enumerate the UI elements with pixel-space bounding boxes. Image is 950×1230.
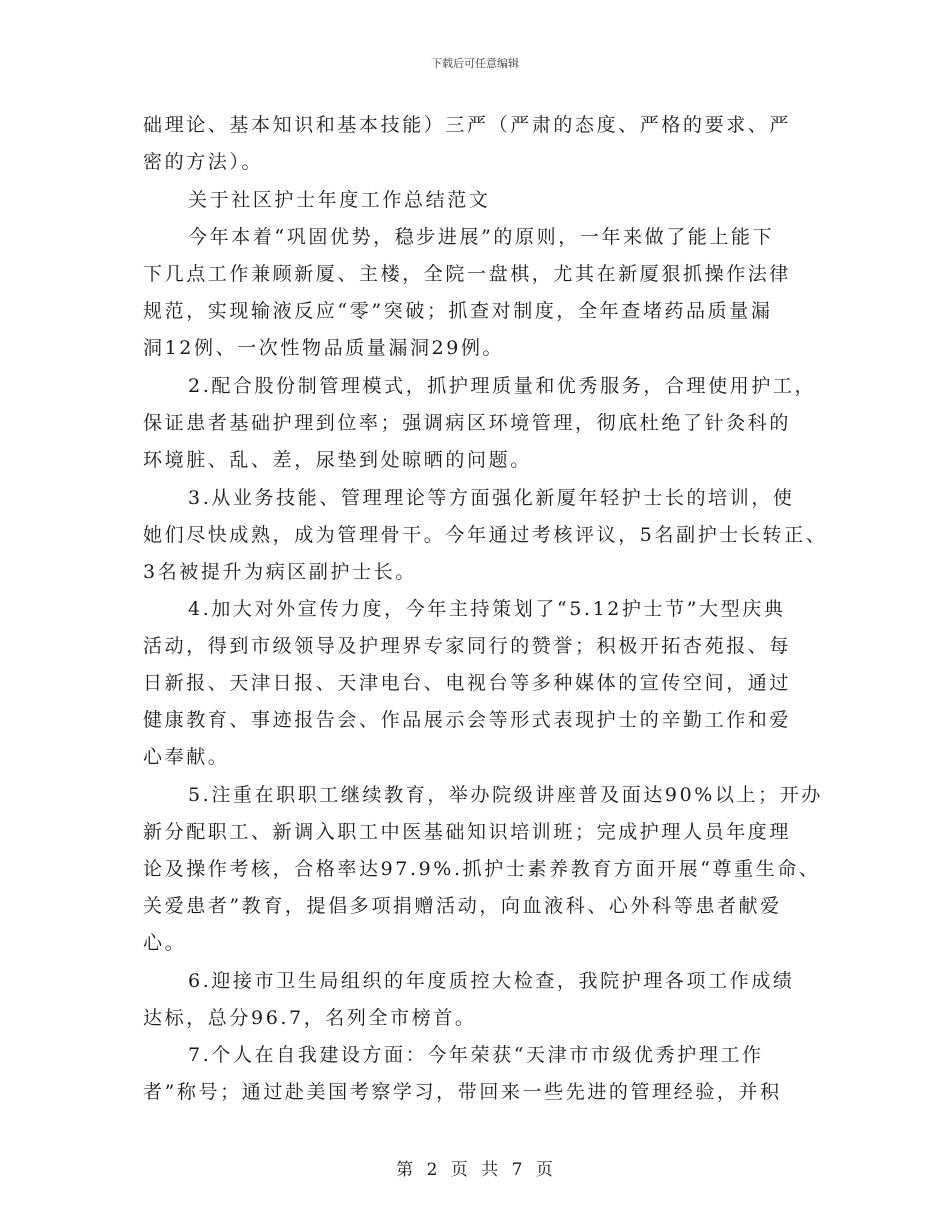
text-line: 规范，实现输液反应“零”突破；抓查对制度，全年查堵药品质量漏: [143, 300, 773, 322]
page-header: 下载后可任意编辑: [431, 57, 519, 70]
text-line: 6.迎接市卫生局组织的年度质控大检查，我院护理各项工作成绩: [188, 970, 795, 992]
text-line: 她们尽快成熟，成为管理骨干。今年通过考核评议，5名副护士长转正、: [143, 524, 828, 546]
text-line: 4.加大对外宣传力度，今年主持策划了“5.12护士节”大型庆典: [188, 598, 786, 620]
text-line: 活动，得到市级领导及护理界专家同行的赞誉；积极开拓杏苑报、每: [143, 635, 792, 657]
text-line: 洞12例、一次性物品质量漏洞29例。: [143, 337, 505, 359]
text-line: 3名被提升为病区副护士长。: [143, 561, 417, 583]
text-line: 础理论、基本知识和基本技能）三严（严肃的态度、严格的要求、严: [143, 114, 792, 136]
text-line: 密的方法）。: [143, 151, 264, 173]
text-line: 日新报、天津日报、天津电台、电视台等多种媒体的宣传空间，通过: [143, 672, 792, 694]
text-line: 达标，总分96.7，名列全市榜首。: [143, 1007, 477, 1029]
text-line: 5.注重在职职工继续教育，举办院级讲座普及面达90%以上；开办: [188, 784, 823, 806]
text-line: 关爱患者”教育，提倡多项捐赠活动，向血液科、心外科等患者献爱: [143, 895, 782, 917]
text-line: 下几点工作兼顾新厦、主楼，全院一盘棋，尤其在新厦狠抓操作法律: [143, 263, 792, 285]
text-line: 者”称号；通过赴美国考察学习，带回来一些先进的管理经验，并积: [143, 1081, 782, 1103]
text-line: 保证患者基础护理到位率；强调病区环境管理，彻底杜绝了针灸科的: [143, 412, 792, 434]
text-line: 环境脏、乱、差，尿垫到处晾晒的问题。: [143, 449, 532, 471]
text-line: 新分配职工、新调入职工中医基础知识培训班；完成护理人员年度理: [143, 821, 792, 843]
text-line: 心。: [143, 932, 187, 954]
text-line: 3.从业务技能、管理理论等方面强化新厦年轻护士长的培训，使: [188, 487, 795, 509]
text-line: 论及操作考核，合格率达97.9%.抓护士素养教育方面开展“尊重生命、: [143, 858, 821, 880]
text-line: 心奉献。: [143, 746, 230, 768]
section-heading: 关于社区护士年度工作总结范文: [188, 189, 491, 211]
text-line: 今年本着“巩固优势，稳步进展”的原则，一年来做了能上能下: [188, 226, 775, 248]
text-line: 健康教育、事迹报告会、作品展示会等形式表现护士的辛勤工作和爱: [143, 709, 792, 731]
text-line: 7.个人在自我建设方面：今年荣获“天津市市级优秀护理工作: [188, 1044, 764, 1066]
text-line: 2.配合股份制管理模式，抓护理质量和优秀服务，合理使用护工，: [188, 375, 817, 397]
page-number: 第 2 页 共 7 页: [396, 1160, 554, 1180]
